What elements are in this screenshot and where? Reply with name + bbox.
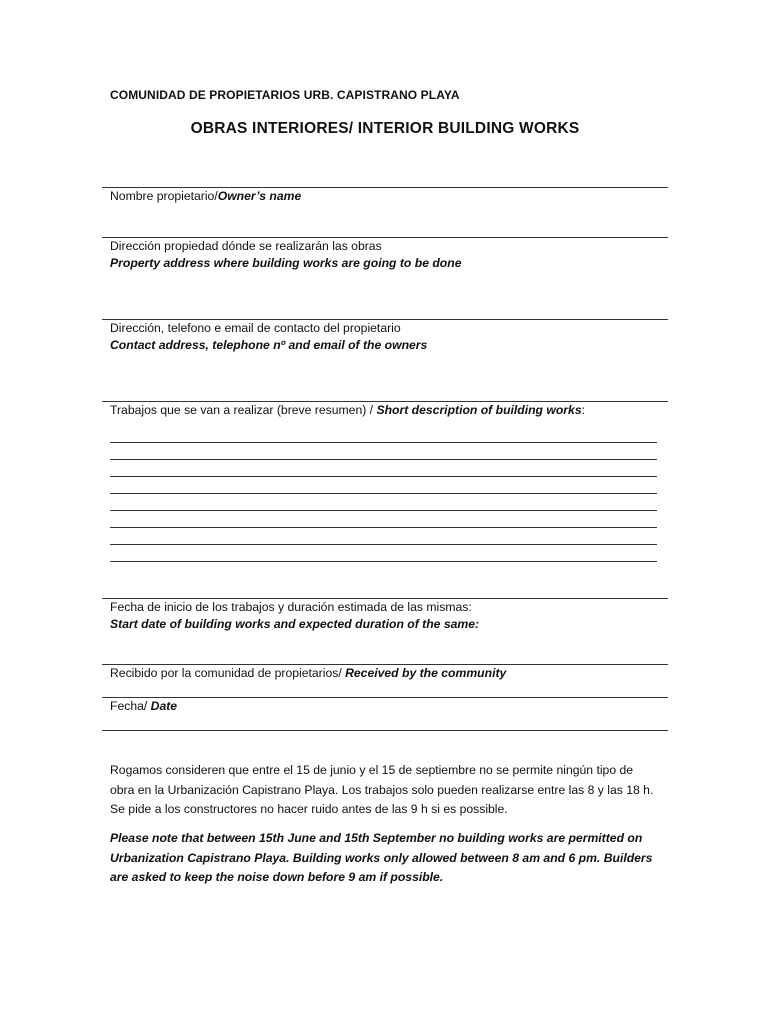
start-date-label-en: Start date of building works and expected duration of the same: — [110, 617, 480, 631]
property-address-field[interactable] — [110, 274, 660, 316]
fill-line — [110, 545, 657, 562]
owner-name-label-es: Nombre propietario/ — [110, 189, 218, 203]
owner-name-label-en: Owner’s name — [217, 189, 302, 203]
received-label-en: Received by the community — [345, 666, 507, 680]
date-label-es: Fecha/ — [110, 699, 151, 713]
received-label — [110, 665, 506, 682]
fill-line — [110, 460, 657, 477]
works-label-suffix: : — [581, 403, 586, 417]
fill-line — [110, 494, 657, 511]
works-label-es: Trabajos que se van a realizar (breve resumen) / — [110, 403, 377, 417]
notice-spanish: Rogamos consideren que entre el 15 de junio y el 15 de septiembre no se permite ningún tipo de obra en la Urbanización Capistrano Playa. Los trabajos solo pueden realizarse entre las 8 y las 18 h. Se pide a los constructores no hacer ruido antes de las 9 h si es possible. — [110, 763, 654, 816]
property-address-label — [110, 238, 461, 272]
start-date-label-es: Fecha de inicio de los trabajos y duración estimada de las mismas: — [110, 600, 472, 614]
works-description-field[interactable] — [110, 426, 657, 562]
property-address-label-en: Property address where building works are going to be done — [110, 256, 462, 270]
fill-line — [110, 528, 657, 545]
received-field[interactable] — [480, 665, 660, 693]
community-header: COMUNIDAD DE PROPIETARIOS URB. CAPISTRANO PLAYA — [110, 88, 460, 102]
fill-line — [110, 477, 657, 494]
property-address-label-es: Dirección propiedad dónde se realizarán las obras — [110, 239, 382, 253]
received-label-es: Recibido por la comunidad de propietarios/ — [110, 666, 346, 680]
contact-field[interactable] — [110, 356, 660, 398]
date-field[interactable] — [160, 698, 660, 726]
owner-name-field[interactable] — [110, 206, 660, 234]
owner-name-label — [110, 188, 301, 205]
notice-english: Please note that between 15th June and 15th September no building works are permitted on Urbanization Capistrano Playa. Building works only allowed between 8 am and 6 pm. Builders are asked to keep the noise down before 9 am if possible. — [110, 831, 653, 884]
contact-label-en: Contact address, telephone nº and email of the owners — [110, 338, 428, 352]
contact-label — [110, 320, 427, 354]
fill-line — [110, 511, 657, 528]
divider-end — [102, 730, 668, 731]
contact-label-es: Dirección, telefono e email de contacto del propietario — [110, 321, 401, 335]
start-date-field[interactable] — [110, 635, 660, 661]
fill-line — [110, 443, 657, 460]
works-label — [110, 402, 585, 419]
date-label-en: Date — [150, 699, 178, 713]
start-date-label — [110, 599, 479, 633]
works-label-en: Short description of building works — [376, 403, 582, 417]
form-title: OBRAS INTERIORES/ INTERIOR BUILDING WORKS — [190, 120, 580, 137]
fill-line — [110, 426, 657, 443]
